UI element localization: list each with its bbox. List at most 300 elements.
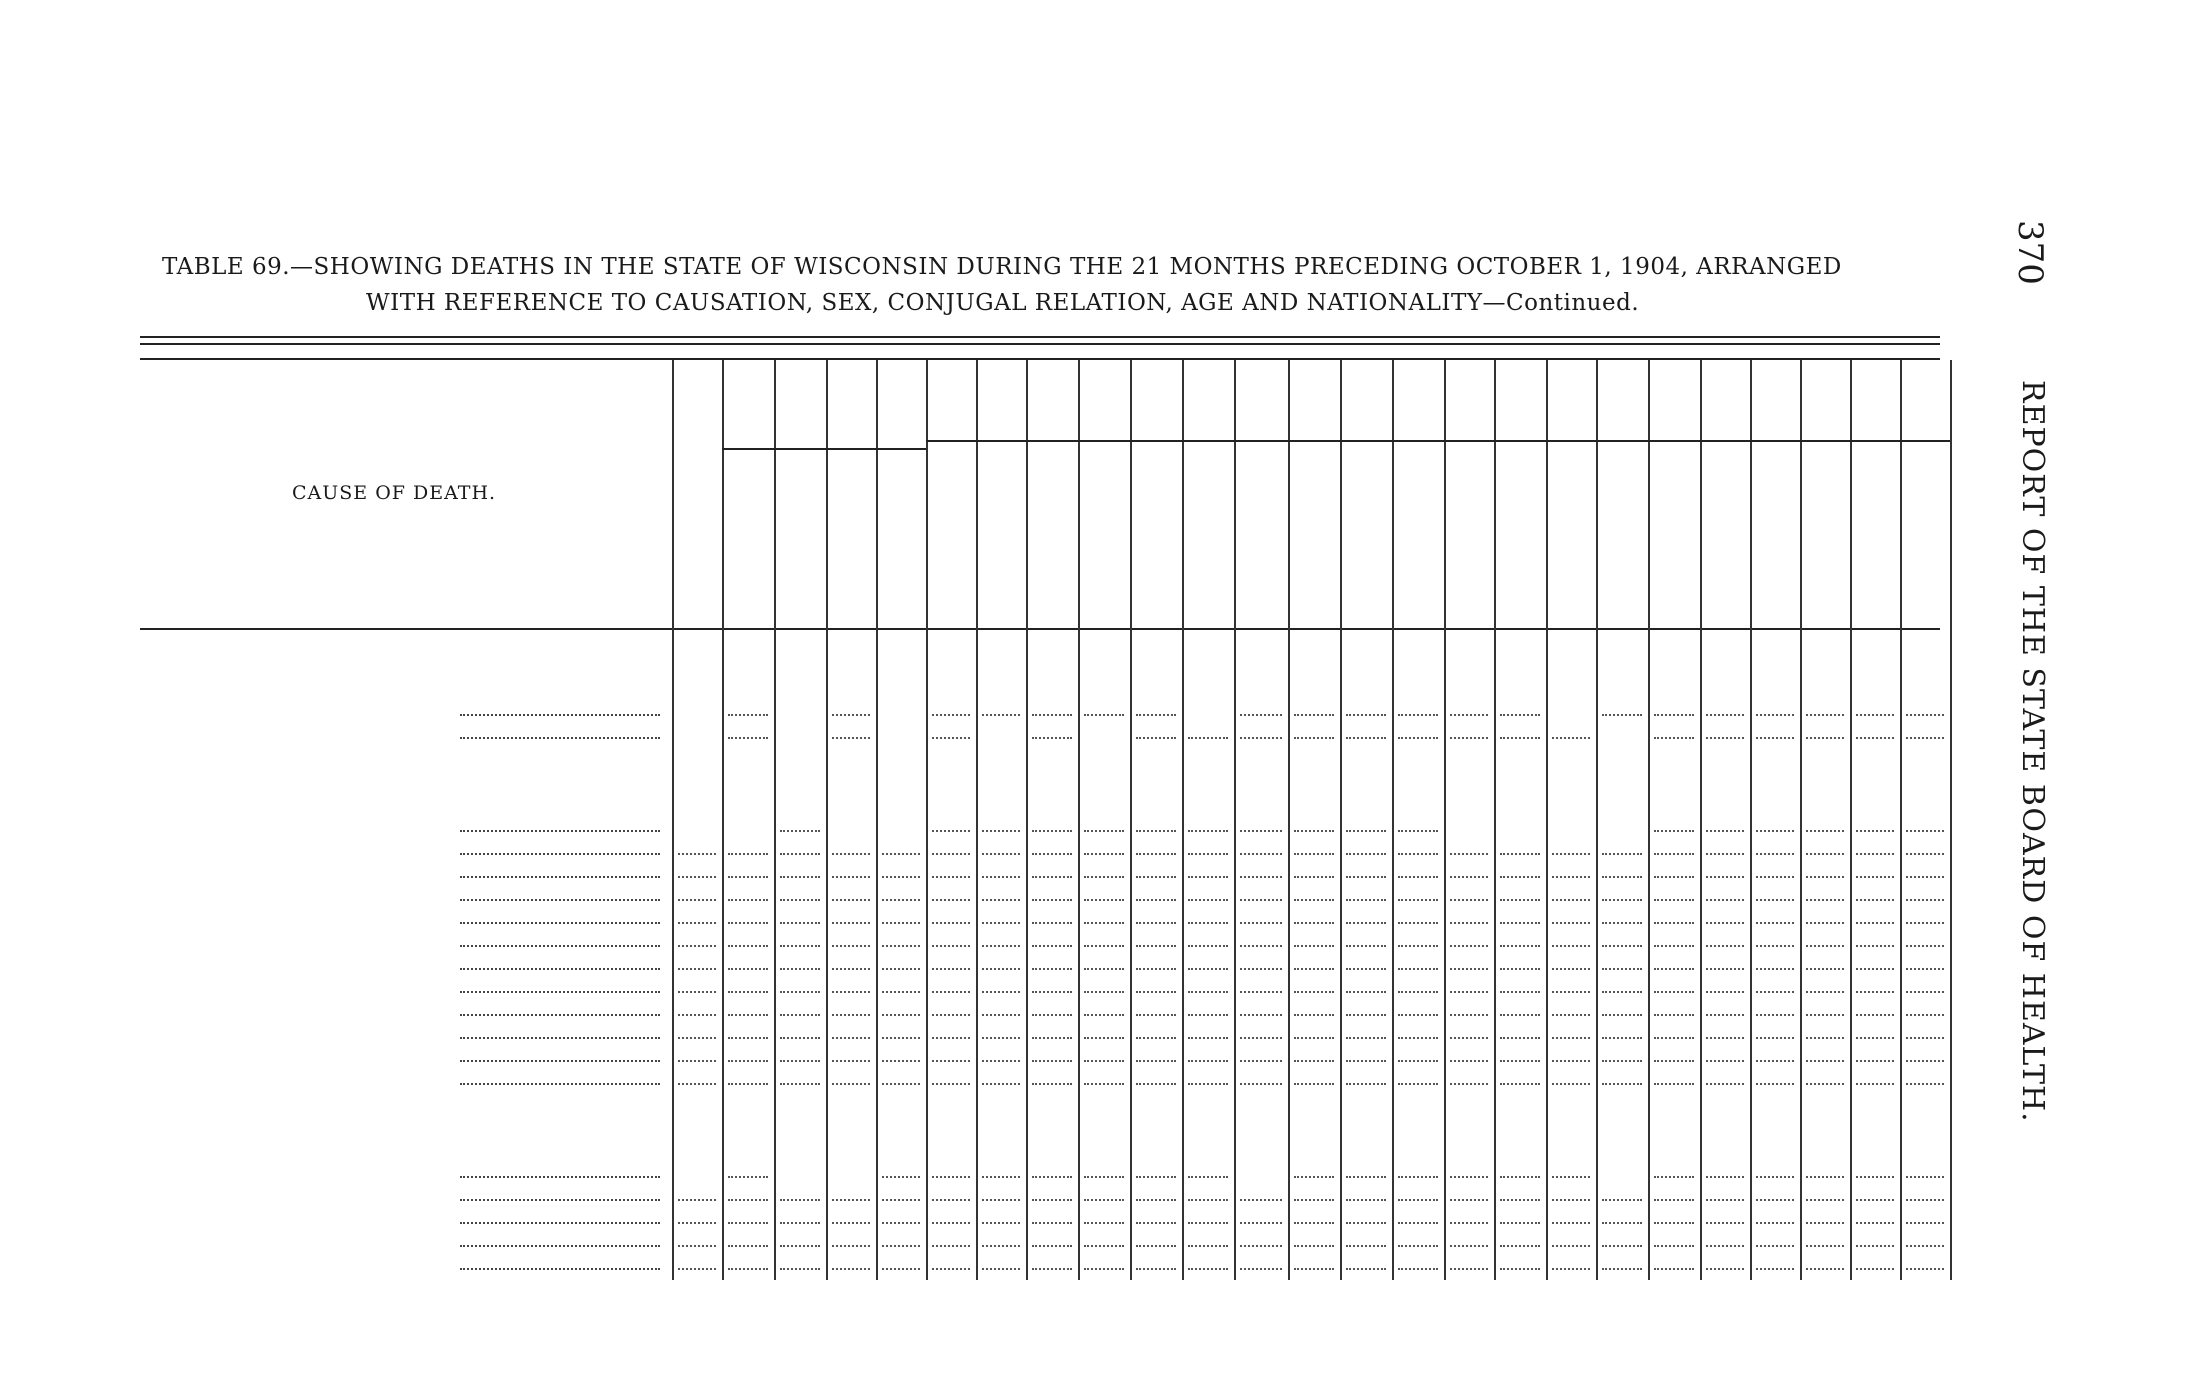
- empty-cell-dots: [1756, 968, 1794, 970]
- empty-cell-dots: [1806, 1245, 1844, 1247]
- empty-cell-dots: [1602, 1037, 1642, 1039]
- empty-cell-dots: [1188, 922, 1228, 924]
- empty-cell-dots: [882, 1268, 920, 1270]
- empty-cell-dots: [932, 1037, 970, 1039]
- empty-cell-dots: [1032, 876, 1072, 878]
- empty-cell-dots: [728, 876, 768, 878]
- table-title-line-2: WITH REFERENCE TO CAUSATION, SEX, CONJUGAL RELATION, AGE AND NATIONALITY—Continued.: [366, 290, 1640, 316]
- empty-cell-dots: [1084, 1083, 1124, 1085]
- empty-cell-dots: [1294, 922, 1334, 924]
- empty-cell-dots: [832, 1083, 870, 1085]
- empty-cell-dots: [1450, 945, 1488, 947]
- empty-cell-dots: [1346, 714, 1386, 716]
- cause-of-death-heading: CAUSE OF DEATH.: [292, 482, 497, 504]
- empty-cell-dots: [728, 922, 768, 924]
- empty-cell-dots: [882, 968, 920, 970]
- empty-cell-dots: [1500, 1083, 1540, 1085]
- empty-cell-dots: [1706, 737, 1744, 739]
- empty-cell-dots: [1450, 714, 1488, 716]
- empty-cell-dots: [780, 1083, 820, 1085]
- empty-cell-dots: [1032, 853, 1072, 855]
- empty-cell-dots: [932, 945, 970, 947]
- empty-cell-dots: [1906, 922, 1944, 924]
- empty-cell-dots: [1032, 1199, 1072, 1201]
- empty-cell-dots: [982, 1060, 1020, 1062]
- empty-cell-dots: [1806, 1037, 1844, 1039]
- empty-cell-dots: [1500, 945, 1540, 947]
- empty-cell-dots: [1856, 876, 1894, 878]
- empty-cell-dots: [1346, 737, 1386, 739]
- empty-cell-dots: [982, 830, 1020, 832]
- empty-cell-dots: [882, 1060, 920, 1062]
- empty-cell-dots: [1906, 830, 1944, 832]
- empty-cell-dots: [1806, 737, 1844, 739]
- empty-cell-dots: [1450, 1222, 1488, 1224]
- empty-cell-dots: [780, 899, 820, 901]
- empty-cell-dots: [1500, 1037, 1540, 1039]
- empty-cell-dots: [1806, 1083, 1844, 1085]
- empty-cell-dots: [982, 945, 1020, 947]
- empty-cell-dots: [1398, 1060, 1438, 1062]
- empty-cell-dots: [1188, 1268, 1228, 1270]
- empty-cell-dots: [1602, 1014, 1642, 1016]
- empty-cell-dots: [832, 714, 870, 716]
- empty-cell-dots: [1654, 1083, 1694, 1085]
- empty-cell-dots: [1654, 1014, 1694, 1016]
- empty-cell-dots: [678, 1268, 716, 1270]
- empty-cell-dots: [1398, 1199, 1438, 1201]
- empty-cell-dots: [1500, 1199, 1540, 1201]
- empty-cell-dots: [1240, 899, 1282, 901]
- empty-cell-dots: [932, 1199, 970, 1201]
- empty-cell-dots: [1136, 876, 1176, 878]
- empty-cell-dots: [1294, 1268, 1334, 1270]
- empty-cell-dots: [1654, 1037, 1694, 1039]
- empty-cell-dots: [1906, 1199, 1944, 1201]
- empty-cell-dots: [1756, 714, 1794, 716]
- empty-cell-dots: [1806, 899, 1844, 901]
- empty-cell-dots: [1500, 853, 1540, 855]
- empty-cell-dots: [1806, 1176, 1844, 1178]
- empty-cell-dots: [932, 853, 970, 855]
- empty-cell-dots: [1706, 1245, 1744, 1247]
- empty-cell-dots: [1906, 899, 1944, 901]
- empty-cell-dots: [1500, 1222, 1540, 1224]
- empty-cell-dots: [1240, 853, 1282, 855]
- empty-cell-dots: [1552, 737, 1590, 739]
- empty-cell-dots: [1654, 737, 1694, 739]
- empty-cell-dots: [1500, 1245, 1540, 1247]
- empty-cell-dots: [1500, 1014, 1540, 1016]
- empty-cell-dots: [1552, 968, 1590, 970]
- empty-cell-dots: [1136, 1176, 1176, 1178]
- empty-cell-dots: [1084, 1037, 1124, 1039]
- empty-cell-dots: [1756, 1014, 1794, 1016]
- empty-cell-dots: [1806, 1199, 1844, 1201]
- empty-cell-dots: [678, 1245, 716, 1247]
- empty-cell-dots: [1756, 853, 1794, 855]
- empty-cell-dots: [1398, 1176, 1438, 1178]
- empty-cell-dots: [780, 1268, 820, 1270]
- empty-cell-dots: [1240, 968, 1282, 970]
- empty-cell-dots: [1602, 922, 1642, 924]
- empty-cell-dots: [982, 1245, 1020, 1247]
- empty-cell-dots: [780, 922, 820, 924]
- column-divider: [1182, 360, 1184, 1280]
- empty-cell-dots: [1032, 1222, 1072, 1224]
- empty-cell-dots: [1136, 1060, 1176, 1062]
- row-leader: [460, 737, 660, 739]
- empty-cell-dots: [1398, 899, 1438, 901]
- empty-cell-dots: [982, 1037, 1020, 1039]
- empty-cell-dots: [1500, 899, 1540, 901]
- empty-cell-dots: [932, 1014, 970, 1016]
- empty-cell-dots: [982, 1199, 1020, 1201]
- empty-cell-dots: [1706, 830, 1744, 832]
- empty-cell-dots: [882, 1245, 920, 1247]
- empty-cell-dots: [1136, 830, 1176, 832]
- empty-cell-dots: [1602, 945, 1642, 947]
- page-number: 370: [2010, 220, 2050, 285]
- row-leader: [460, 830, 660, 832]
- empty-cell-dots: [982, 968, 1020, 970]
- empty-cell-dots: [1756, 830, 1794, 832]
- empty-cell-dots: [1552, 1014, 1590, 1016]
- row-leader: [460, 1222, 660, 1224]
- empty-cell-dots: [1240, 922, 1282, 924]
- empty-cell-dots: [1756, 922, 1794, 924]
- empty-cell-dots: [1654, 830, 1694, 832]
- empty-cell-dots: [1032, 1176, 1072, 1178]
- empty-cell-dots: [932, 737, 970, 739]
- empty-cell-dots: [1806, 945, 1844, 947]
- empty-cell-dots: [728, 1176, 768, 1178]
- empty-cell-dots: [1602, 714, 1642, 716]
- empty-cell-dots: [882, 876, 920, 878]
- empty-cell-dots: [1346, 1014, 1386, 1016]
- conjugal-underline: [826, 448, 926, 450]
- empty-cell-dots: [1240, 876, 1282, 878]
- row-leader: [460, 922, 660, 924]
- row-leader: [460, 945, 660, 947]
- column-divider: [1078, 360, 1080, 1280]
- empty-cell-dots: [678, 945, 716, 947]
- empty-cell-dots: [1294, 714, 1334, 716]
- empty-cell-dots: [1346, 922, 1386, 924]
- empty-cell-dots: [1706, 714, 1744, 716]
- empty-cell-dots: [1032, 922, 1072, 924]
- empty-cell-dots: [1552, 876, 1590, 878]
- empty-cell-dots: [1346, 1037, 1386, 1039]
- empty-cell-dots: [832, 922, 870, 924]
- empty-cell-dots: [1450, 1199, 1488, 1201]
- empty-cell-dots: [1552, 1176, 1590, 1178]
- empty-cell-dots: [1032, 1245, 1072, 1247]
- top-rule-2: [140, 343, 1940, 345]
- empty-cell-dots: [1136, 1222, 1176, 1224]
- empty-cell-dots: [1084, 945, 1124, 947]
- empty-cell-dots: [1706, 1199, 1744, 1201]
- empty-cell-dots: [1756, 991, 1794, 993]
- empty-cell-dots: [1084, 1222, 1124, 1224]
- empty-cell-dots: [1294, 968, 1334, 970]
- empty-cell-dots: [678, 876, 716, 878]
- empty-cell-dots: [1084, 899, 1124, 901]
- empty-cell-dots: [1346, 968, 1386, 970]
- empty-cell-dots: [1756, 1060, 1794, 1062]
- empty-cell-dots: [1240, 945, 1282, 947]
- empty-cell-dots: [1500, 1176, 1540, 1178]
- empty-cell-dots: [1756, 899, 1794, 901]
- empty-cell-dots: [832, 853, 870, 855]
- row-leader: [460, 1037, 660, 1039]
- empty-cell-dots: [728, 853, 768, 855]
- row-leader: [460, 1199, 660, 1201]
- empty-cell-dots: [1346, 1083, 1386, 1085]
- empty-cell-dots: [982, 714, 1020, 716]
- empty-cell-dots: [1500, 1268, 1540, 1270]
- empty-cell-dots: [1398, 968, 1438, 970]
- empty-cell-dots: [1552, 1083, 1590, 1085]
- empty-cell-dots: [1806, 876, 1844, 878]
- column-divider: [1340, 360, 1342, 1280]
- empty-cell-dots: [1552, 1199, 1590, 1201]
- empty-cell-dots: [1032, 714, 1072, 716]
- empty-cell-dots: [1294, 876, 1334, 878]
- empty-cell-dots: [832, 899, 870, 901]
- column-divider: [722, 360, 724, 1280]
- empty-cell-dots: [1654, 922, 1694, 924]
- empty-cell-dots: [1450, 853, 1488, 855]
- empty-cell-dots: [1706, 968, 1744, 970]
- empty-cell-dots: [1136, 899, 1176, 901]
- empty-cell-dots: [982, 1176, 1020, 1178]
- empty-cell-dots: [1346, 876, 1386, 878]
- empty-cell-dots: [1136, 853, 1176, 855]
- empty-cell-dots: [1084, 1268, 1124, 1270]
- empty-cell-dots: [1856, 1060, 1894, 1062]
- empty-cell-dots: [932, 1222, 970, 1224]
- empty-cell-dots: [1602, 1199, 1642, 1201]
- empty-cell-dots: [1856, 991, 1894, 993]
- empty-cell-dots: [1552, 991, 1590, 993]
- empty-cell-dots: [1240, 1014, 1282, 1016]
- empty-cell-dots: [780, 1037, 820, 1039]
- empty-cell-dots: [1706, 1037, 1744, 1039]
- empty-cell-dots: [1706, 1268, 1744, 1270]
- empty-cell-dots: [1032, 1014, 1072, 1016]
- empty-cell-dots: [1294, 991, 1334, 993]
- column-divider: [1950, 360, 1952, 1280]
- nationality-underline: [1546, 440, 1950, 442]
- sex-underline: [722, 448, 826, 450]
- empty-cell-dots: [1346, 1268, 1386, 1270]
- empty-cell-dots: [982, 1222, 1020, 1224]
- empty-cell-dots: [1602, 968, 1642, 970]
- empty-cell-dots: [1856, 1222, 1894, 1224]
- empty-cell-dots: [678, 899, 716, 901]
- empty-cell-dots: [1294, 1245, 1334, 1247]
- empty-cell-dots: [1084, 876, 1124, 878]
- empty-cell-dots: [1756, 876, 1794, 878]
- empty-cell-dots: [678, 1060, 716, 1062]
- empty-cell-dots: [1136, 1014, 1176, 1016]
- empty-cell-dots: [1136, 1268, 1176, 1270]
- empty-cell-dots: [1240, 830, 1282, 832]
- empty-cell-dots: [1856, 1245, 1894, 1247]
- empty-cell-dots: [1398, 1083, 1438, 1085]
- empty-cell-dots: [1706, 1014, 1744, 1016]
- empty-cell-dots: [1398, 945, 1438, 947]
- row-leader: [460, 1014, 660, 1016]
- empty-cell-dots: [1450, 968, 1488, 970]
- empty-cell-dots: [1756, 945, 1794, 947]
- empty-cell-dots: [1806, 1060, 1844, 1062]
- empty-cell-dots: [882, 1199, 920, 1201]
- column-divider: [976, 360, 978, 1280]
- empty-cell-dots: [1450, 1014, 1488, 1016]
- empty-cell-dots: [1240, 1222, 1282, 1224]
- empty-cell-dots: [1084, 1199, 1124, 1201]
- empty-cell-dots: [1906, 968, 1944, 970]
- empty-cell-dots: [1906, 1014, 1944, 1016]
- empty-cell-dots: [1136, 1037, 1176, 1039]
- empty-cell-dots: [728, 945, 768, 947]
- empty-cell-dots: [1450, 991, 1488, 993]
- empty-cell-dots: [1032, 1083, 1072, 1085]
- empty-cell-dots: [1552, 1037, 1590, 1039]
- empty-cell-dots: [1188, 945, 1228, 947]
- empty-cell-dots: [728, 1199, 768, 1201]
- column-divider: [1546, 360, 1548, 1280]
- empty-cell-dots: [882, 945, 920, 947]
- row-leader: [460, 968, 660, 970]
- empty-cell-dots: [1654, 1199, 1694, 1201]
- column-divider: [774, 360, 776, 1280]
- empty-cell-dots: [1240, 1060, 1282, 1062]
- empty-cell-dots: [780, 1222, 820, 1224]
- empty-cell-dots: [1240, 1083, 1282, 1085]
- empty-cell-dots: [1450, 876, 1488, 878]
- empty-cell-dots: [1756, 737, 1794, 739]
- row-leader: [460, 991, 660, 993]
- empty-cell-dots: [780, 968, 820, 970]
- empty-cell-dots: [1240, 1037, 1282, 1039]
- empty-cell-dots: [1188, 1176, 1228, 1178]
- empty-cell-dots: [780, 1245, 820, 1247]
- empty-cell-dots: [780, 1060, 820, 1062]
- empty-cell-dots: [1450, 922, 1488, 924]
- empty-cell-dots: [1136, 922, 1176, 924]
- empty-cell-dots: [1188, 1014, 1228, 1016]
- empty-cell-dots: [1398, 1037, 1438, 1039]
- empty-cell-dots: [1856, 1083, 1894, 1085]
- empty-cell-dots: [1398, 1014, 1438, 1016]
- empty-cell-dots: [1856, 1199, 1894, 1201]
- empty-cell-dots: [1856, 1014, 1894, 1016]
- empty-cell-dots: [832, 737, 870, 739]
- empty-cell-dots: [1084, 830, 1124, 832]
- empty-cell-dots: [1294, 1037, 1334, 1039]
- empty-cell-dots: [1084, 1176, 1124, 1178]
- empty-cell-dots: [1294, 899, 1334, 901]
- empty-cell-dots: [678, 1037, 716, 1039]
- age-underline: [926, 440, 1546, 442]
- empty-cell-dots: [1706, 876, 1744, 878]
- empty-cell-dots: [780, 1199, 820, 1201]
- row-leader: [460, 853, 660, 855]
- empty-cell-dots: [932, 991, 970, 993]
- empty-cell-dots: [1240, 1245, 1282, 1247]
- empty-cell-dots: [780, 945, 820, 947]
- empty-cell-dots: [882, 853, 920, 855]
- empty-cell-dots: [1654, 1060, 1694, 1062]
- empty-cell-dots: [1706, 1083, 1744, 1085]
- empty-cell-dots: [1032, 968, 1072, 970]
- empty-cell-dots: [882, 1014, 920, 1016]
- empty-cell-dots: [1398, 1268, 1438, 1270]
- empty-cell-dots: [780, 853, 820, 855]
- empty-cell-dots: [1294, 1060, 1334, 1062]
- column-divider: [672, 360, 674, 1280]
- empty-cell-dots: [1552, 945, 1590, 947]
- empty-cell-dots: [1240, 991, 1282, 993]
- empty-cell-dots: [728, 1060, 768, 1062]
- column-divider: [1648, 360, 1650, 1280]
- empty-cell-dots: [1654, 899, 1694, 901]
- empty-cell-dots: [1906, 1037, 1944, 1039]
- empty-cell-dots: [1654, 1245, 1694, 1247]
- empty-cell-dots: [1294, 1014, 1334, 1016]
- empty-cell-dots: [1552, 1060, 1590, 1062]
- empty-cell-dots: [1450, 737, 1488, 739]
- empty-cell-dots: [1188, 737, 1228, 739]
- column-divider: [826, 360, 828, 1280]
- empty-cell-dots: [1084, 1245, 1124, 1247]
- empty-cell-dots: [882, 1037, 920, 1039]
- column-divider: [1850, 360, 1852, 1280]
- empty-cell-dots: [780, 876, 820, 878]
- empty-cell-dots: [832, 1014, 870, 1016]
- empty-cell-dots: [728, 737, 768, 739]
- empty-cell-dots: [1806, 968, 1844, 970]
- empty-cell-dots: [1294, 830, 1334, 832]
- empty-cell-dots: [1398, 876, 1438, 878]
- empty-cell-dots: [1602, 1083, 1642, 1085]
- column-divider: [1900, 360, 1902, 1280]
- empty-cell-dots: [1856, 1176, 1894, 1178]
- empty-cell-dots: [882, 1222, 920, 1224]
- empty-cell-dots: [728, 991, 768, 993]
- empty-cell-dots: [882, 991, 920, 993]
- empty-cell-dots: [1398, 1222, 1438, 1224]
- empty-cell-dots: [1188, 853, 1228, 855]
- empty-cell-dots: [1500, 968, 1540, 970]
- column-divider: [1596, 360, 1598, 1280]
- empty-cell-dots: [1136, 945, 1176, 947]
- empty-cell-dots: [1806, 991, 1844, 993]
- empty-cell-dots: [1032, 991, 1072, 993]
- column-divider: [1444, 360, 1446, 1280]
- empty-cell-dots: [1654, 1268, 1694, 1270]
- empty-cell-dots: [1136, 737, 1176, 739]
- empty-cell-dots: [832, 991, 870, 993]
- table-title-line-1: TABLE 69.—SHOWING DEATHS IN THE STATE OF WISCONSIN DURING THE 21 MONTHS PRECEDING OCTOBER 1, 1904, ARRANGED: [162, 254, 1842, 280]
- empty-cell-dots: [1032, 737, 1072, 739]
- empty-cell-dots: [1346, 991, 1386, 993]
- top-rule-1: [140, 336, 1940, 338]
- empty-cell-dots: [1136, 1083, 1176, 1085]
